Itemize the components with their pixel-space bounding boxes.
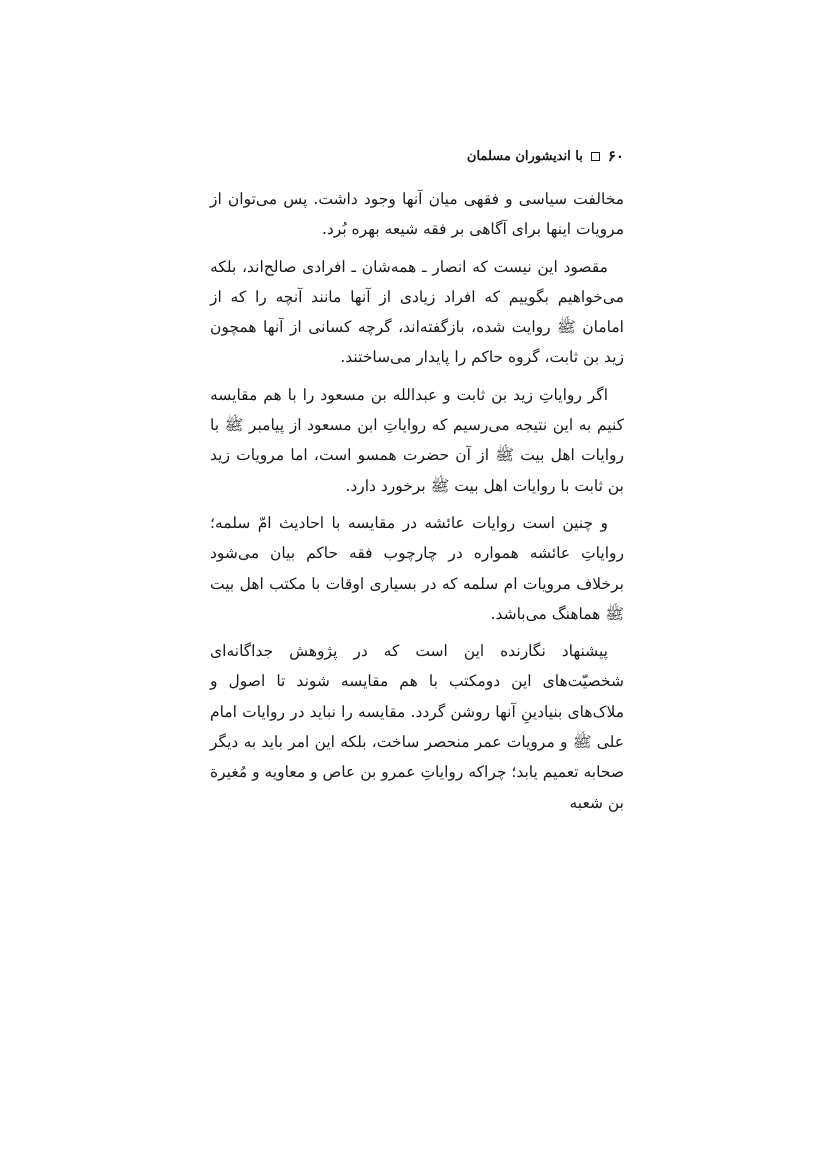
paragraph: مخالفت سیاسی و فقهی میان آنها وجود داشت. پس می‌توان از مرویات اینها برای آگاهی بر فقه شیعه بهره بُرد. [210,190,624,239]
square-outline-icon [591,152,600,161]
paragraph: اگر روایاتِ زید بن ثابت و عبدالله بن مسعود را با هم مقایسه کنیم به این نتیجه می‌رسیم که روایاتِ ابن مسعود از پیامبر ﷺ با روایات اهل بیت ﷺ از آن حضرت همسو است، اما مرویات زید بن ثابت با روایات اهل بیت ﷺ برخورد دارد. [210,385,624,495]
page-number: ۶۰ [607,147,624,165]
paragraph: پیشنهاد نگارنده این است که در پژوهش جداگانه‌ای شخصیّت‌های این دومکتب با هم مقایسه شوند تا اصول و ملاک‌های بنیادینِ آنها روشن گردد. مقایسه را نباید در روایات امام علی ﷺ و مرویات عمر منحصر ساخت، بلکه این امر باید به دیگر صحابه تعمیم یابد؛ چراکه روایاتِ عمرو بن عاص و معاویه و مُغیرة بن شعبه [210,642,624,812]
running-title: با اندیشوران مسلمان [466,148,583,164]
paragraph: و چنین است روایات عائشه در مقایسه با احادیث امّ سلمه؛ روایاتِ عائشه همواره در چارچوب فقه حاکم بیان می‌شود برخلاف مرویات ام سلمه که در بسیاری اوقات با مکتب اهل بیت ﷺ هماهنگ می‌باشد. [210,513,624,623]
body-text [210,184,624,825]
paragraph: مقصود این نیست که انصار ـ همه‌شان ـ افرادی صالح‌اند، بلکه می‌خواهیم بگوییم که افراد زیادی از آنها مانند آنچه را که از امامان ﷺ روایت شده، بازگفته‌اند، گرچه کسانی از آنها همچون زید بن ثابت، گروه حاکم را پایدار می‌ساختند. [210,257,624,367]
page-header [212,144,624,168]
